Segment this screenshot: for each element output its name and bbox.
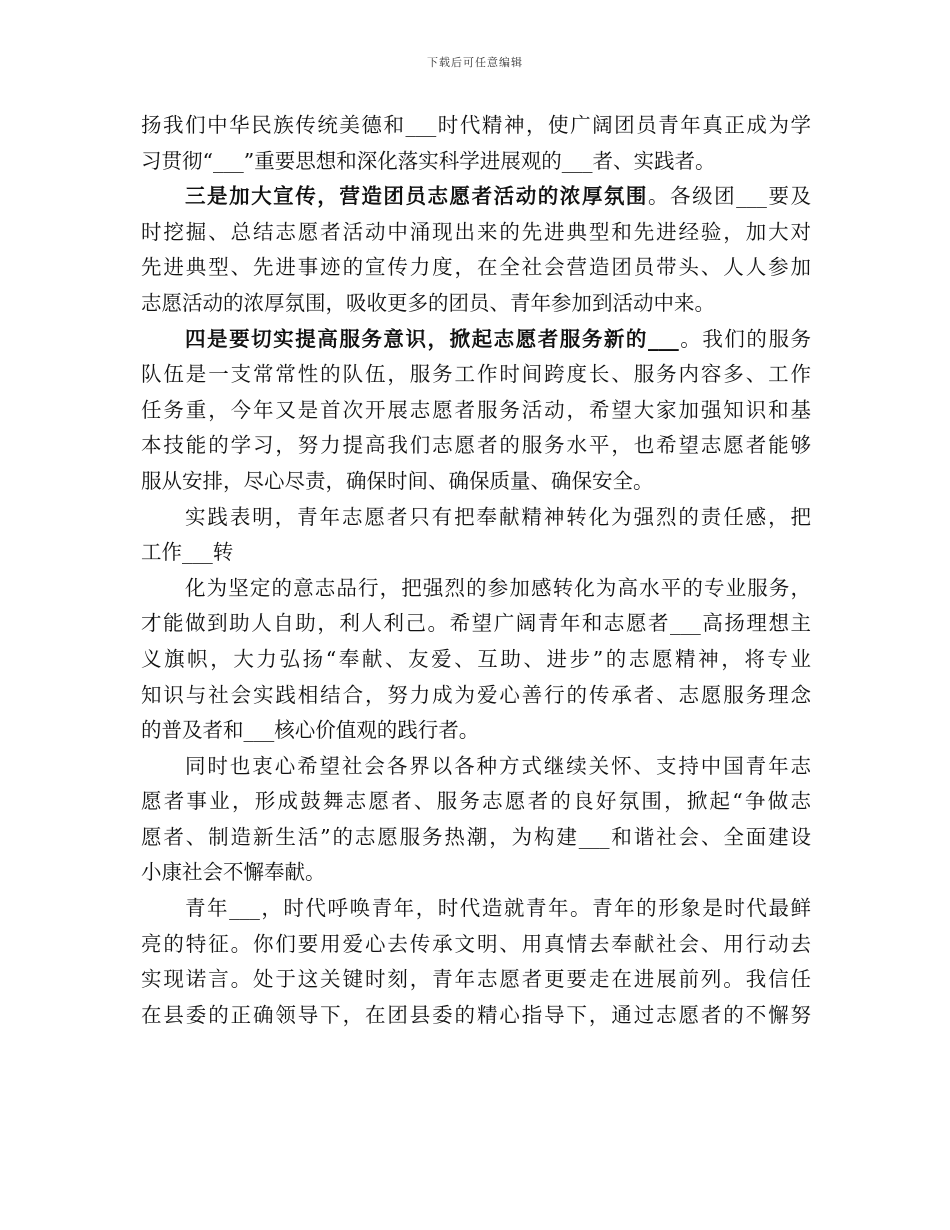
paragraph-heading: 四是要切实提高服务意识，掀起志愿者服务新的___ xyxy=(185,326,679,351)
text-line: 先进典型、先进事迹的宣传力度，在全社会营造团员带头、人人参加 xyxy=(141,255,811,280)
paragraph-7 xyxy=(141,891,811,1033)
text-line: 青年___，时代呼唤青年，时代造就青年。青年的形象是时代最鲜 xyxy=(185,896,811,921)
text-line: 习贯彻“___”重要思想和深化落实科学进展观的___者、实践者。 xyxy=(141,148,716,173)
text-line: 本技能的学习，努力提高我们志愿者的服务水平，也希望志愿者能够 xyxy=(141,433,811,458)
text-line: 化为坚定的意志品行，把强烈的参加感转化为高水平的专业服务， xyxy=(185,575,811,600)
text-line: 志愿活动的浓厚氛围，吸收更多的团员、青年参加到活动中来。 xyxy=(141,290,715,315)
text-line: 知识与社会实践相结合，努力成为爱心善行的传承者、志愿服务理念 xyxy=(141,682,811,707)
text-line: 小康社会不懈奉献。 xyxy=(141,860,326,885)
text-line: 实践表明，青年志愿者只有把奉献精神转化为强烈的责任感，把 xyxy=(185,504,811,529)
paragraph-1 xyxy=(141,108,811,179)
text-line: 亮的特征。你们要用爱心去传承文明、用真情去奉献社会、用行动去 xyxy=(141,931,811,956)
paragraph-3 xyxy=(141,322,811,500)
document-body xyxy=(141,108,811,1033)
text-line: 任务重，今年又是首次开展志愿者服务活动，希望大家加强知识和基 xyxy=(141,397,811,422)
text-line: 的普及者和___核心价值观的践行者。 xyxy=(141,718,480,743)
text-line: 三是加大宣传，营造团员志愿者活动的浓厚氛围。各级团___要及 xyxy=(185,184,812,209)
text-line: 愿者事业，形成鼓舞志愿者、服务志愿者的良好氛围，掀起“争做志 xyxy=(141,789,811,814)
text-line: 服从安排，尽心尽责，确保时间、确保质量、确保安全。 xyxy=(141,468,654,493)
text-line: 工作___转 xyxy=(141,540,234,565)
text-line: 才能做到助人自助，利人利己。希望广阔青年和志愿者___高扬理想主 xyxy=(141,611,811,636)
text-line: 愿者、制造新生活”的志愿服务热潮，为构建___和谐社会、全面建设 xyxy=(141,824,811,849)
text-line: 四是要切实提高服务意识，掀起志愿者服务新的___。我们的服务 xyxy=(185,326,812,351)
paragraph-5 xyxy=(141,571,811,749)
paragraph-heading: 三是加大宣传，营造团员志愿者活动的浓厚氛围 xyxy=(185,184,648,209)
paragraph-6 xyxy=(141,749,811,891)
text-line: 在县委的正确领导下，在团县委的精心指导下，通过志愿者的不懈努 xyxy=(141,1002,811,1027)
text-line: 队伍是一支常常性的队伍，服务工作时间跨度长、服务内容多、工作 xyxy=(141,362,811,387)
page-header: 下载后可任意编辑 xyxy=(427,56,523,69)
text-line: 实现诺言。处于这关键时刻，青年志愿者更要走在进展前列。我信任 xyxy=(141,967,811,992)
text-line: 义旗帜，大力弘扬“奉献、友爱、互助、进步”的志愿精神，将专业 xyxy=(141,646,811,671)
paragraph-4 xyxy=(141,500,811,571)
paragraph-2 xyxy=(141,179,811,321)
text-line: 时挖掘、总结志愿者活动中涌现出来的先进典型和先进经验，加大对 xyxy=(141,219,811,244)
text-line: 同时也衷心希望社会各界以各种方式继续关怀、支持中国青年志 xyxy=(185,753,811,778)
text-line: 扬我们中华民族传统美德和___时代精神，使广阔团员青年真正成为学 xyxy=(141,113,811,137)
